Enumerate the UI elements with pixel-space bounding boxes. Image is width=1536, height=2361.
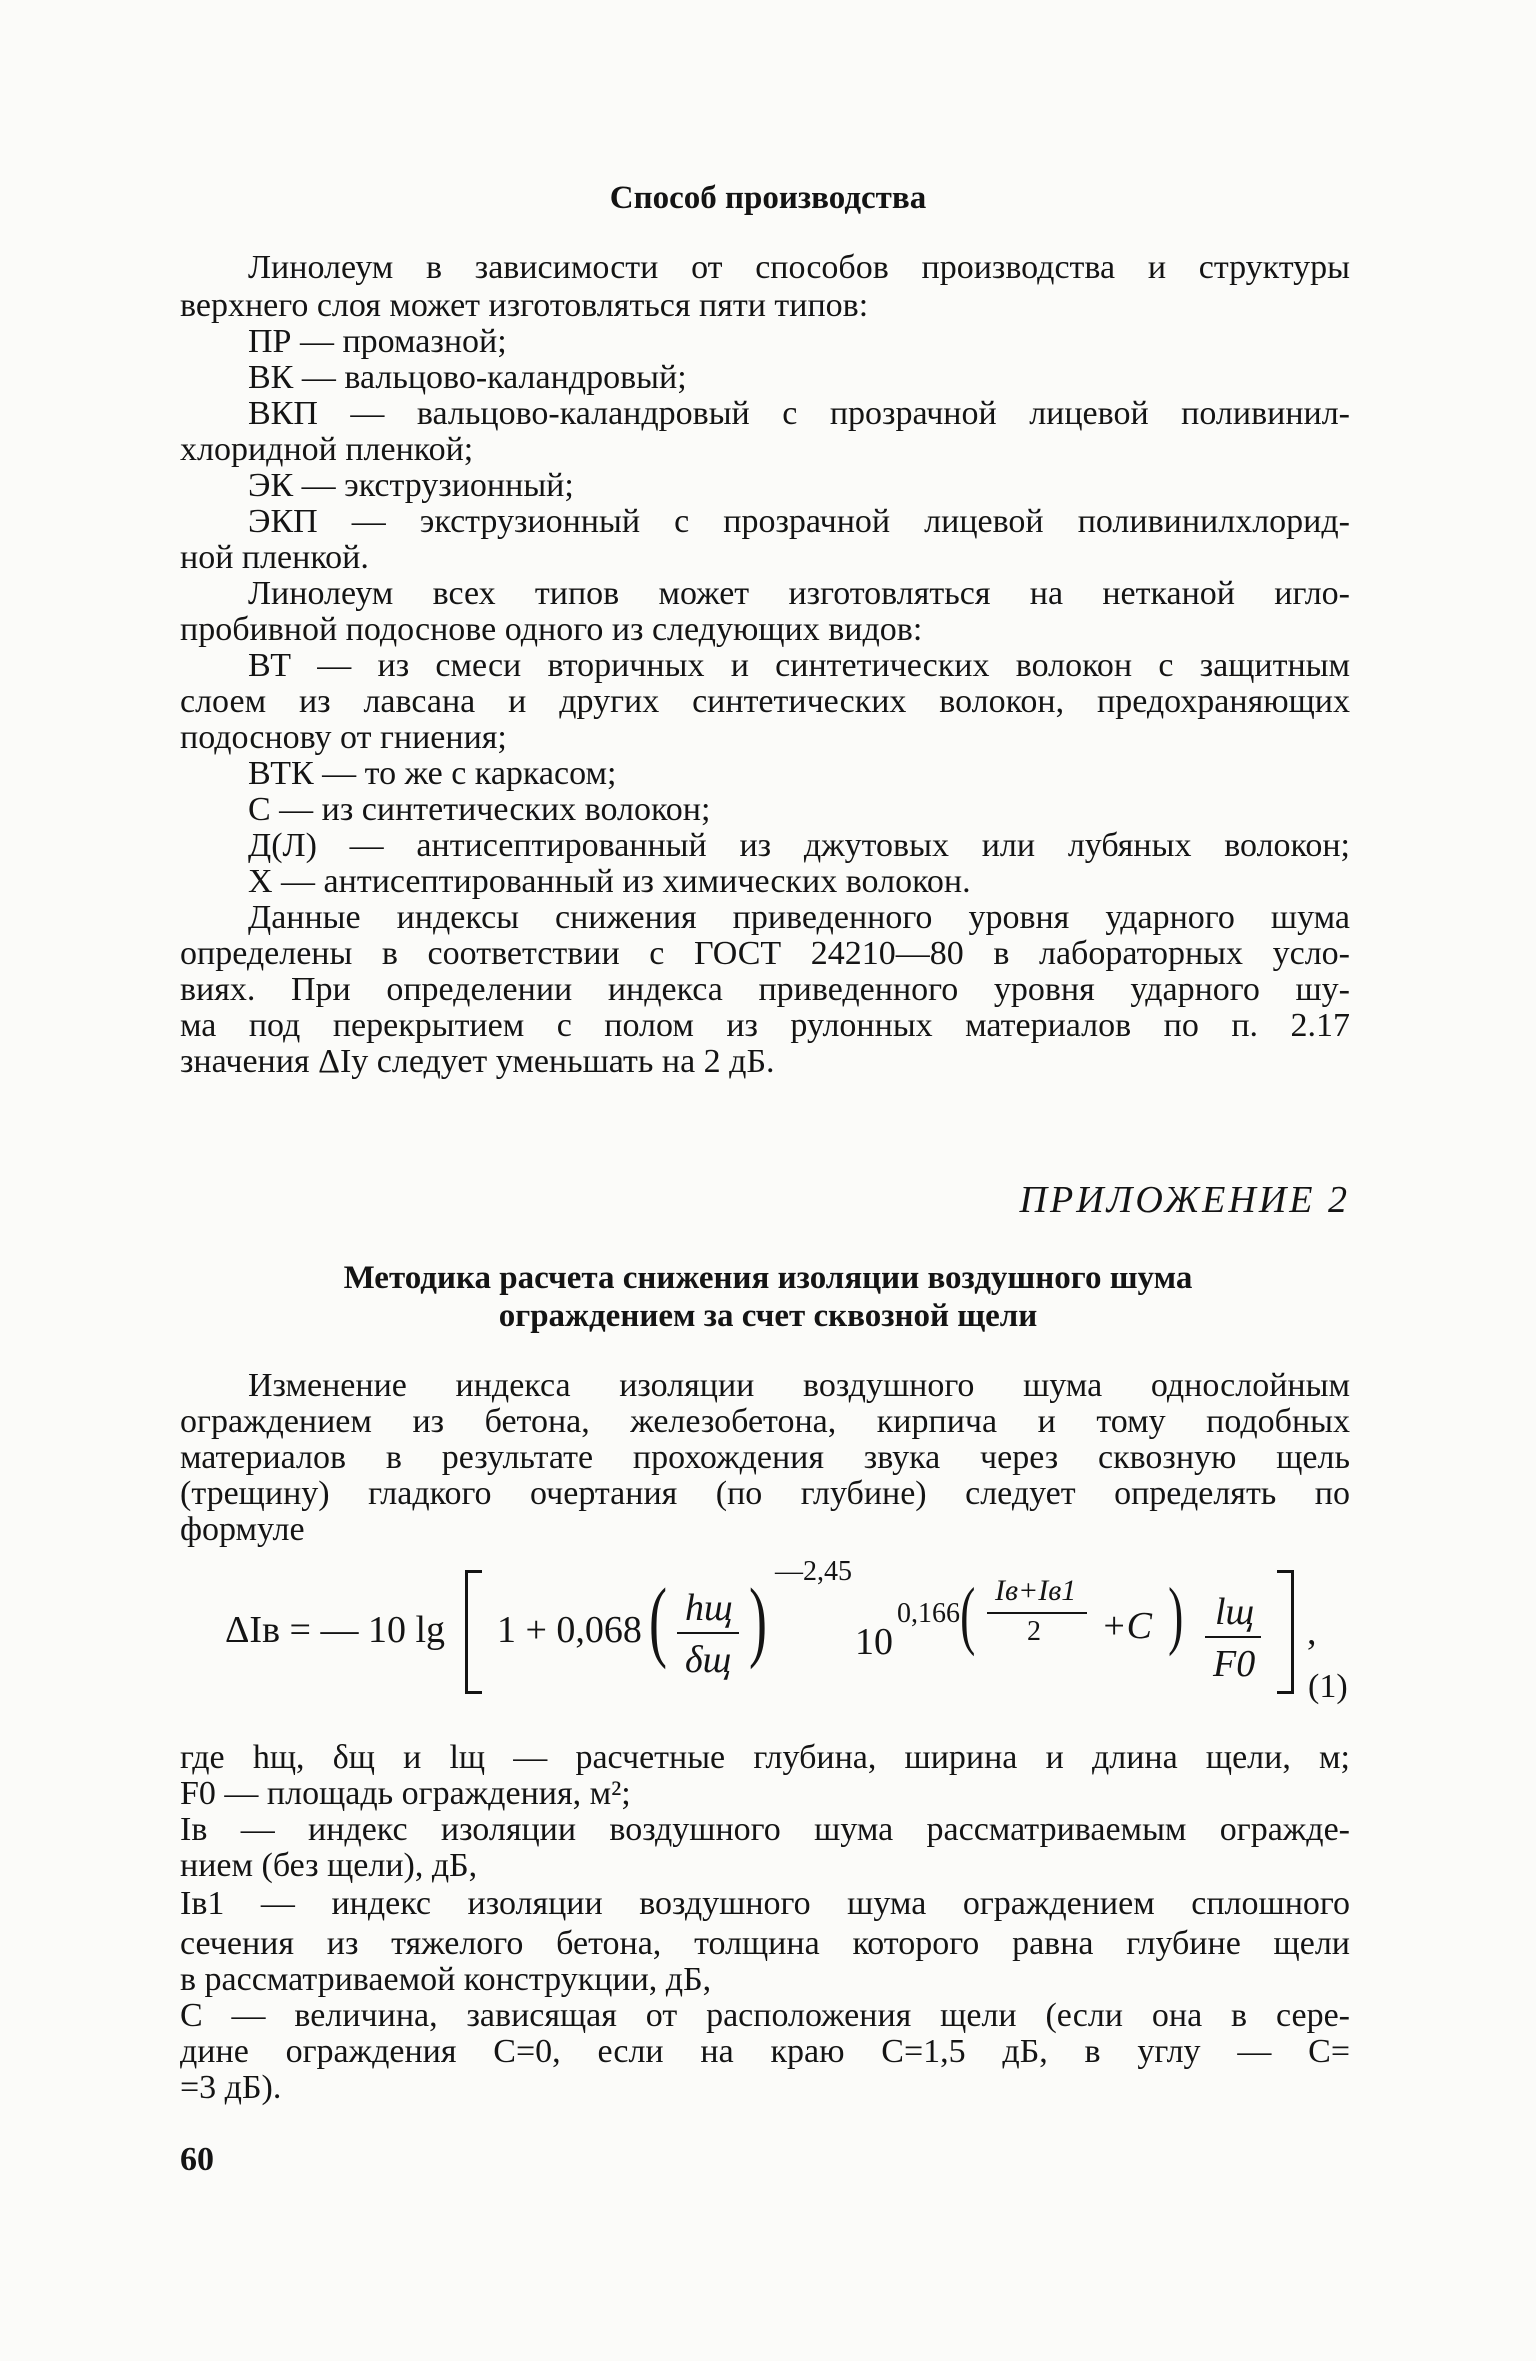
- formula-l: lщ: [1215, 1591, 1255, 1633]
- formula-exp2: 0,166: [897, 1598, 960, 1629]
- text-line: слоем из лавсана и других синтетических волокон, предохраняющих: [180, 683, 1350, 720]
- text-line: ВК — вальцово-каландровый;: [248, 359, 687, 396]
- text-line: ЭК — экструзионный;: [248, 467, 574, 504]
- text-line: дине ограждения C=0, если на краю C=1,5 дБ, в углу — C=: [180, 2033, 1350, 2070]
- right-paren: ): [748, 1571, 767, 1670]
- text-line: формуле: [180, 1511, 305, 1548]
- text-line: Линолеум в зависимости от способов производства и структуры: [248, 249, 1350, 286]
- text-line: пробивной подоснове одного из следующих видов:: [180, 611, 923, 648]
- text-line: Изменение индекса изоляции воздушного шума однослойным: [248, 1367, 1350, 1404]
- text-line: в рассматриваемой конструкции, дБ,: [180, 1961, 712, 1998]
- formula-lhs: ΔIв = — 10 lg: [225, 1609, 446, 1651]
- text-line: =3 дБ).: [180, 2069, 282, 2106]
- text-line: значения ΔIу следует уменьшать на 2 дБ.: [180, 1043, 775, 1080]
- formula-inner-num: Iв+Iв1: [995, 1574, 1077, 1607]
- text-line: Х — антисептированный из химических волокон.: [248, 863, 971, 900]
- text-line: (трещину) гладкого очертания (по глубине) следует определять по: [180, 1475, 1350, 1512]
- section-title: Способ производства: [609, 180, 927, 216]
- fraction-line: [987, 1612, 1087, 1614]
- formula-plus-c: +C: [1101, 1605, 1152, 1647]
- text-line: верхнего слоя может изготовляться пяти типов:: [180, 287, 869, 324]
- formula-delta: δщ: [685, 1639, 732, 1681]
- text-line: нием (без щели), дБ,: [180, 1847, 478, 1884]
- right-paren: ): [1168, 1573, 1184, 1657]
- fraction-line: [677, 1632, 739, 1634]
- text-line: Iв — индекс изоляции воздушного шума рассматриваемым огражде-: [180, 1811, 1350, 1848]
- text-line: определены в соответствии с ГОСТ 24210—80 в лабораторных усло-: [180, 935, 1350, 972]
- text-line: F0 — площадь ограждения, м²;: [180, 1775, 631, 1812]
- formula-inner-den: 2: [1027, 1616, 1041, 1647]
- text-line: виях. При определении индекса приведенного уровня ударного шу-: [180, 971, 1350, 1008]
- left-paren: (: [648, 1571, 667, 1670]
- formula-h: hщ: [685, 1587, 733, 1629]
- text-line: сечения из тяжелого бетона, толщина которого равна глубине щели: [180, 1925, 1350, 1962]
- text-line: Данные индексы снижения приведенного уровня ударного шума: [248, 899, 1350, 936]
- text-line: где hщ, δщ и lщ — расчетные глубина, ширина и длина щели, м;: [180, 1739, 1350, 1776]
- text-line: ВТ — из смеси вторичных и синтетических волокон с защитным: [248, 647, 1350, 684]
- text-line: ной пленкой.: [180, 539, 369, 576]
- text-line: Iв1 — индекс изоляции воздушного шума ограждением сплошного: [180, 1885, 1350, 1922]
- formula-comma: ,: [1307, 1611, 1317, 1653]
- text-line: подоснову от гниения;: [180, 719, 507, 756]
- text-line: C — величина, зависящая от расположения щели (если она в сере-: [180, 1997, 1350, 2034]
- right-bracket: [1277, 1570, 1294, 1694]
- left-bracket: [465, 1570, 482, 1694]
- method-title: Методика расчета снижения изоляции воздушного шума: [343, 1260, 1193, 1296]
- text-line: Д(Л) — антисептированный из джутовых или лубяных волокон;: [248, 827, 1350, 864]
- fraction-line: [1205, 1636, 1261, 1638]
- text-line: ограждением из бетона, железобетона, кирпича и тому подобных: [180, 1403, 1350, 1440]
- text-line: ма под перекрытием с полом из рулонных материалов по п. 2.17: [180, 1007, 1350, 1044]
- text-line: ВКП — вальцово-каландровый с прозрачной лицевой поливинил-: [248, 395, 1350, 432]
- left-paren: (: [960, 1573, 976, 1657]
- appendix-label: ПРИЛОЖЕНИЕ 2: [1019, 1179, 1350, 1221]
- equation-number: (1): [1308, 1668, 1348, 1705]
- text-line: ЭКП — экструзионный с прозрачной лицевой поливинилхлорид-: [248, 503, 1350, 540]
- formula-exp1: —2,45: [775, 1556, 852, 1587]
- page-number: 60: [180, 2141, 214, 2178]
- formula: [215, 1550, 1365, 1730]
- text-line: ВТК — то же с каркасом;: [248, 755, 617, 792]
- text-line: Линолеум всех типов может изготовляться на нетканой игло-: [248, 575, 1350, 612]
- formula-ten: 10: [855, 1621, 893, 1663]
- formula-one-plus: 1 + 0,068: [497, 1609, 642, 1651]
- text-line: материалов в результате прохождения звука через сквозную щель: [180, 1439, 1350, 1476]
- text-line: хлоридной пленкой;: [180, 431, 474, 468]
- formula-f: F0: [1213, 1643, 1256, 1685]
- method-title: ограждением за счет сквозной щели: [498, 1298, 1038, 1334]
- text-line: ПР — промазной;: [248, 323, 507, 360]
- text-line: С — из синтетических волокон;: [248, 791, 711, 828]
